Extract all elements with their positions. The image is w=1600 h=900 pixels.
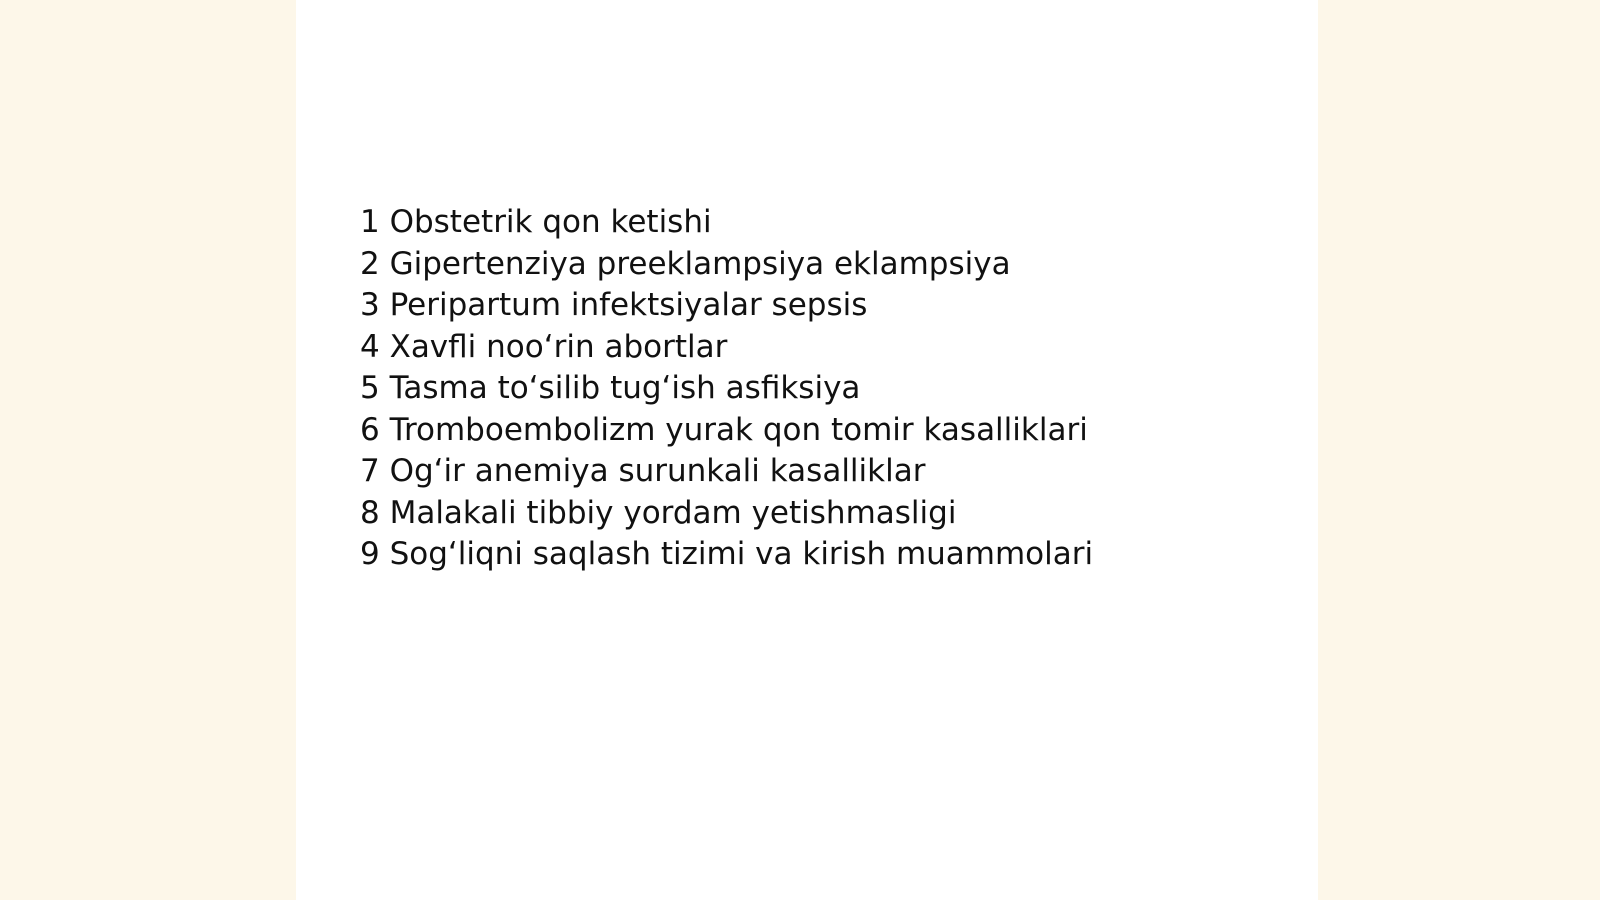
slide [296,0,1318,900]
list-item: 7 Og‘ir anemiya surunkali kasalliklar [360,453,926,489]
list-item: 5 Tasma to‘silib tug‘ish asfiksiya [360,370,861,406]
slide-text-list [360,202,1093,576]
list-item: 1 Obstetrik qon ketishi [360,204,712,240]
list-item: 6 Tromboembolizm yurak qon tomir kasalliklari [360,411,1088,448]
list-item: 4 Xavfli noo‘rin abortlar [360,328,728,365]
list-item: 8 Malakali tibbiy yordam yetishmasligi [360,494,957,531]
list-item: 2 Gipertenziya preeklampsiya eklampsiya [360,245,1011,282]
list-item: 9 Sog‘liqni saqlash tizimi va kirish muammolari [360,536,1094,572]
list-item: 3 Peripartum infektsiyalar sepsis [360,287,868,323]
